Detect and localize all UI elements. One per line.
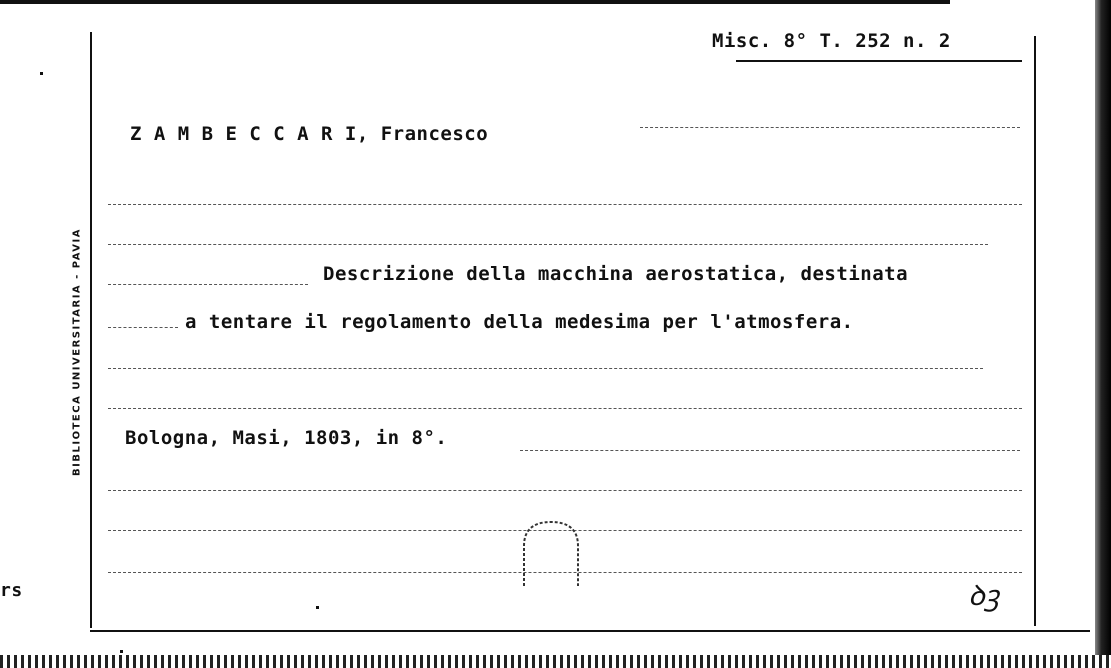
ruled-line [108,244,988,245]
library-stamp [67,182,87,522]
ruled-line [520,450,1020,451]
ruled-line [640,127,1020,128]
card-right-edge-shadow [1095,0,1111,668]
ruled-line [108,284,308,285]
handwritten-corner-mark: ꝺꝫ [968,579,1000,612]
library-stamp-text: BIBLIOTECA UNIVERSITARIA - PAVIA [71,228,83,476]
ruled-line [108,408,1022,409]
speckle [40,72,43,75]
scan-bottom-edge [0,655,1111,668]
shelfmark-underline [736,60,1022,62]
imprint: Bologna, Masi, 1803, in 8°. [125,427,448,449]
author-heading: Z A M B E C C A R I, Francesco [130,123,489,145]
title-line-1: Descrizione della macchina aerostatica, destinata [323,263,909,285]
ruled-line [108,204,1022,205]
punch-hole [516,516,586,588]
ruled-line [108,368,983,369]
card-bottom-border [90,630,1090,632]
card-left-margin [90,32,92,628]
speckle [120,650,123,653]
title-line-2: a tentare il regolamento della medesima per l'atmosfera. [185,311,854,333]
speckle [316,606,319,609]
ruled-line [108,490,1022,491]
left-fragment: rs [0,580,23,601]
card-top-border [0,0,950,4]
shelfmark: Misc. 8° T. 252 n. 2 [712,30,951,52]
ruled-line [108,327,178,328]
card-right-border [1034,36,1036,626]
